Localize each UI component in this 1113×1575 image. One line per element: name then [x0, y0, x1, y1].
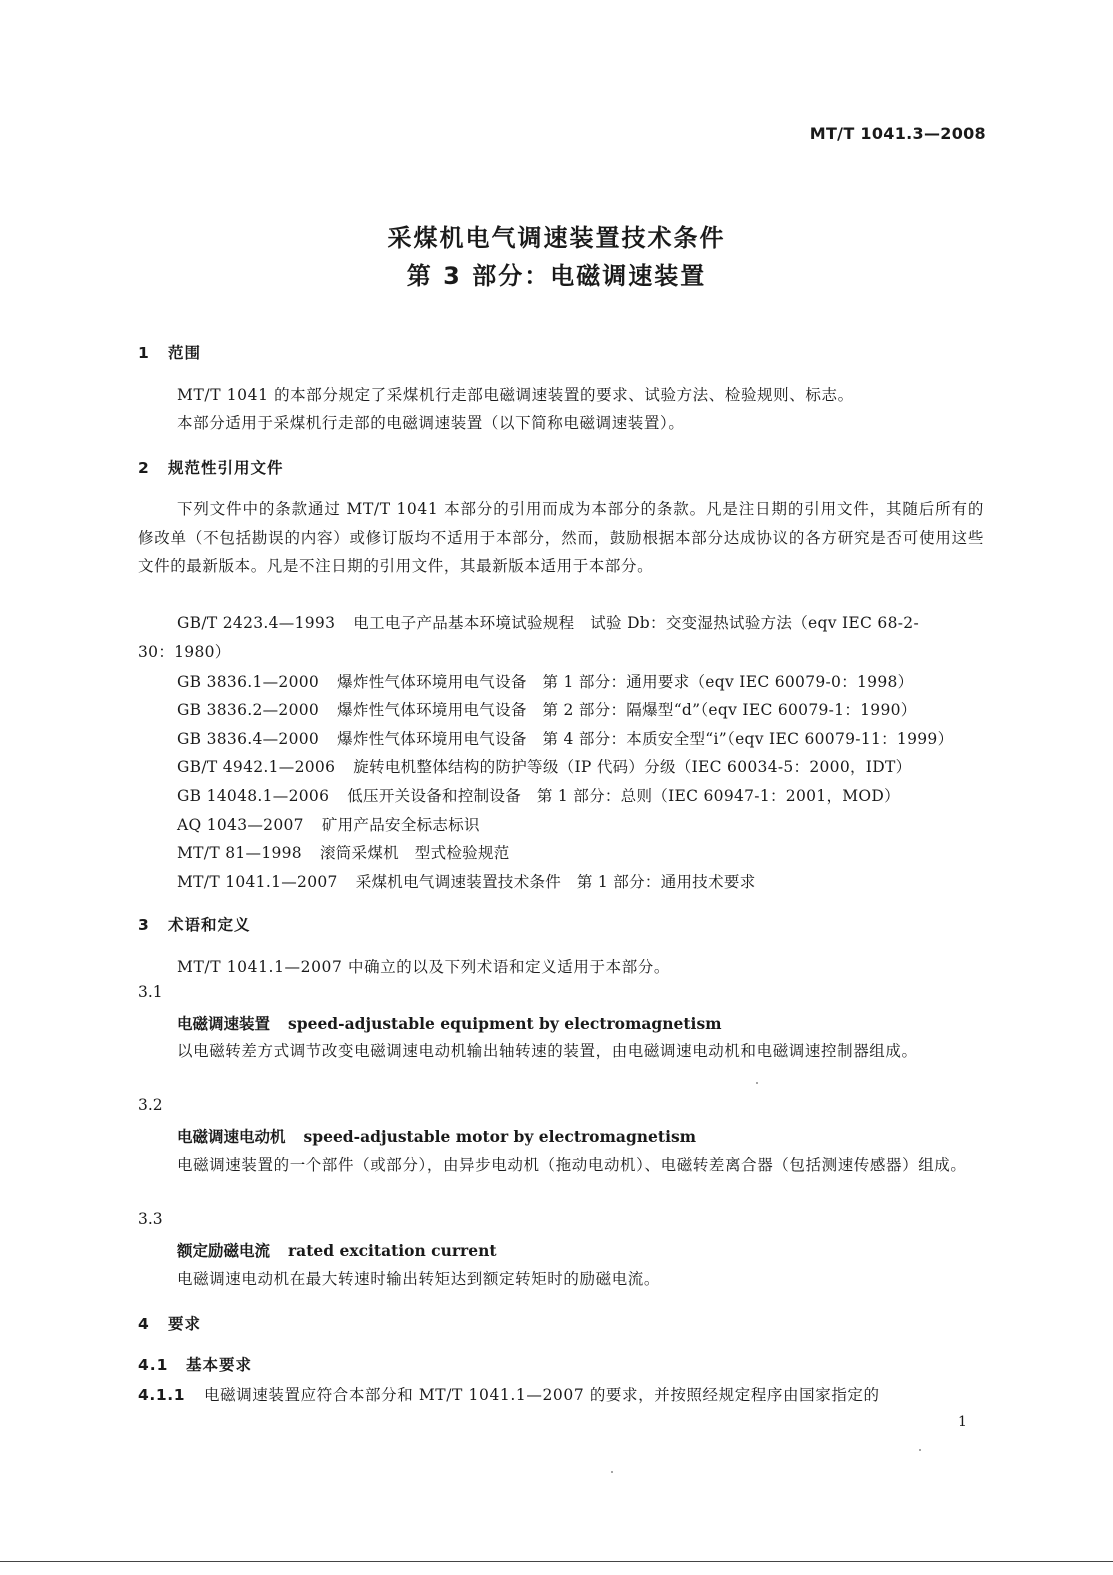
term-heading	[177, 1125, 696, 1147]
section-title: 要求	[168, 1315, 202, 1333]
clause-text: 电磁调速装置应符合本部分和 MT/T 1041.1—2007 的要求，并按照经规定程序由国家指定的	[204, 1386, 880, 1404]
clause	[138, 1381, 984, 1410]
term-definition: 电磁调速电动机在最大转速时输出转矩达到额定转矩时的励磁电流。	[177, 1270, 661, 1288]
paragraph: 下列文件中的条款通过 MT/T 1041 本部分的引用而成为本部分的条款。凡是注日期的引用文件，其随后所有的修改单（不包括勘误的内容）或修订版均不适用于本部分，然而，鼓励根据本部分达成协议的各方研究是否可使用这些文件的最新版本。凡是不注日期的引用文件，其最新版本适用于本部分。	[138, 500, 984, 575]
reference-item	[177, 611, 919, 633]
reference-code: GB 14048.1—2006	[177, 787, 330, 805]
term-english: speed-adjustable equipment by electromagnetism	[288, 1014, 722, 1033]
reference-title: 滚筒采煤机 型式检验规范	[319, 844, 510, 862]
reference-item	[177, 727, 953, 749]
reference-item-continuation: 30：1980）	[138, 643, 231, 661]
reference-code: GB 3836.4—2000	[177, 730, 320, 748]
standard-code: MT/T 1041.3—2008	[809, 124, 986, 143]
document-subtitle: 第 3 部分：电磁调速装置	[406, 262, 707, 290]
section-title: 范围	[168, 344, 202, 362]
scan-speck	[919, 1449, 921, 1451]
reference-item	[177, 784, 900, 806]
term-heading	[177, 1012, 722, 1034]
scan-speck	[756, 1082, 758, 1084]
term-chinese: 电磁调速电动机	[177, 1127, 286, 1146]
reference-title: 爆炸性气体环境用电气设备 第 1 部分：通用要求（eqv IEC 60079-0：1998）	[337, 673, 914, 691]
section-heading-normative-references	[138, 456, 284, 478]
reference-item	[177, 670, 913, 692]
reference-code: GB 3836.2—2000	[177, 701, 320, 719]
section-heading-terms	[138, 913, 251, 935]
reference-code: GB/T 2423.4—1993	[177, 614, 336, 632]
subsection-title: 基本要求	[186, 1356, 253, 1374]
reference-code: AQ 1043—2007	[177, 816, 304, 834]
term-number: 3.2	[138, 1096, 163, 1114]
term-english: rated excitation current	[288, 1241, 497, 1260]
page-bottom-edge	[0, 1561, 1113, 1562]
reference-code: MT/T 81—1998	[177, 844, 302, 862]
reference-item	[177, 841, 510, 863]
section-title: 术语和定义	[168, 916, 251, 934]
page-number: 1	[958, 1414, 967, 1430]
reference-item	[177, 870, 756, 892]
term-definition: 电磁调速装置的一个部件（或部分），由异步电动机（拖动电动机）、电磁转差离合器（包括测速传感器）组成。	[177, 1156, 967, 1174]
reference-item	[177, 755, 911, 777]
paragraph: MT/T 1041 的本部分规定了采煤机行走部电磁调速装置的要求、试验方法、检验规则、标志。	[177, 386, 854, 404]
subsection-heading	[138, 1353, 252, 1375]
reference-code: GB 3836.1—2000	[177, 673, 320, 691]
reference-item	[177, 813, 480, 835]
paragraph: 本部分适用于采煤机行走部的电磁调速装置（以下简称电磁调速装置）。	[177, 414, 685, 432]
reference-title: 旋转电机整体结构的防护等级（IP 代码）分级（IEC 60034-5：2000，IDT）	[353, 758, 912, 776]
reference-title: 爆炸性气体环境用电气设备 第 2 部分：隔爆型“d”（eqv IEC 60079-1：1990）	[337, 701, 917, 719]
term-number: 3.3	[138, 1210, 163, 1228]
section-number: 1	[138, 344, 150, 362]
section-heading-scope	[138, 341, 201, 363]
reference-title: 爆炸性气体环境用电气设备 第 4 部分：本质安全型“i”（eqv IEC 60079-11：1999）	[337, 730, 954, 748]
reference-title: 矿用产品安全标志标识	[321, 816, 480, 834]
term-english: speed-adjustable motor by electromagnetism	[303, 1127, 697, 1146]
reference-title: 电工电子产品基本环境试验规程 试验 Db：交变湿热试验方法（eqv IEC 68-2-	[353, 614, 919, 632]
document-title: 采煤机电气调速装置技术条件	[387, 224, 726, 252]
subsection-number: 4.1	[138, 1356, 169, 1374]
section-title: 规范性引用文件	[168, 459, 284, 477]
paragraph: MT/T 1041.1—2007 中确立的以及下列术语和定义适用于本部分。	[177, 958, 671, 976]
term-chinese: 电磁调速装置	[177, 1014, 271, 1033]
clause-number: 4.1.1	[138, 1386, 186, 1404]
reference-code: MT/T 1041.1—2007	[177, 873, 338, 891]
term-definition: 以电磁转差方式调节改变电磁调速电动机输出轴转速的装置，由电磁调速电动机和电磁调速控制器组成。	[177, 1042, 918, 1060]
term-heading	[177, 1239, 497, 1261]
section-number: 2	[138, 459, 150, 477]
reference-title: 低压开关设备和控制设备 第 1 部分：总则（IEC 60947-1：2001，MOD）	[347, 787, 900, 805]
section-heading-requirements	[138, 1312, 201, 1334]
section-number: 4	[138, 1315, 150, 1333]
reference-title: 采煤机电气调速装置技术条件 第 1 部分：通用技术要求	[355, 873, 756, 891]
section-number: 3	[138, 916, 150, 934]
term-chinese: 额定励磁电流	[177, 1241, 271, 1260]
scan-speck	[611, 1471, 613, 1473]
term-number: 3.1	[138, 983, 163, 1001]
reference-item	[177, 698, 917, 720]
reference-code: GB/T 4942.1—2006	[177, 758, 336, 776]
